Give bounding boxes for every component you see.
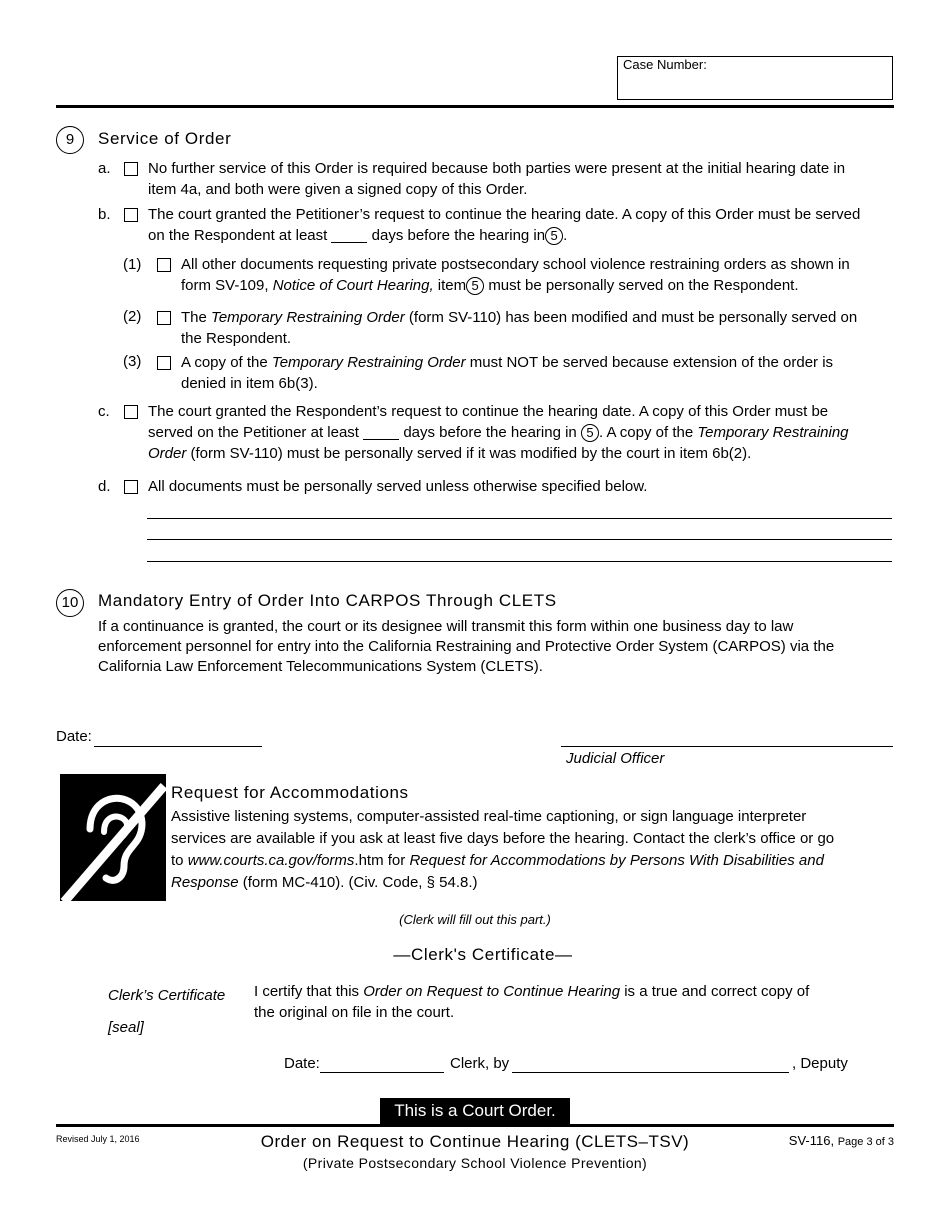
item-b-letter: b. <box>98 206 111 223</box>
item-b3-number: (3) <box>123 353 142 370</box>
footer-form-subtitle: (Private Postsecondary School Violence Prevention) <box>302 1155 648 1171</box>
clerk-by-label: Clerk, by <box>450 1055 510 1072</box>
section-10-text: If a continuance is granted, the court or its designee will transmit this form within one business day to law enforcement personnel for entry into the California Restraining and Protective Order System (CARPOS) via the California Law Enforcement Telecommunications System (CLETS). <box>98 618 835 675</box>
item-d-line-3[interactable] <box>147 561 892 562</box>
item-a <box>98 158 111 179</box>
item-d-checkbox[interactable] <box>124 480 138 494</box>
accommodations-text: Assistive listening systems, computer-assisted real-time captioning, or sign language interpreter services are available if you ask at least five days before the hearing. Contact the clerk’s office or go to www.courts.ca.gov/forms.htm for Request for Accommodations by Persons With Disabilities and Response (form MC-410). (Civ. Code, § 54.8.) <box>171 808 835 891</box>
judicial-officer-signature-line[interactable] <box>561 746 893 747</box>
clerk-side-label: Clerk’s Certificate <box>108 987 226 1004</box>
item-d-line-1[interactable] <box>147 518 892 519</box>
court-order-banner: This is a Court Order. <box>380 1098 570 1124</box>
clerk-note: (Clerk will fill out this part.) <box>399 912 551 927</box>
item-b2-checkbox[interactable] <box>157 311 171 325</box>
item-c-checkbox[interactable] <box>124 405 138 419</box>
judge-date-field[interactable] <box>94 746 262 747</box>
section-9-title: Service of Order <box>98 129 232 148</box>
item-b-ref-circle: 5 <box>545 227 563 245</box>
judge-date-label: Date: <box>56 728 92 745</box>
clerk-certificate-title: —Clerk's Certificate— <box>393 945 573 964</box>
clerk-signature-field[interactable] <box>512 1072 789 1073</box>
clerk-certification-text: I certify that this Order on Request to Continue Hearing is a true and correct copy of the original on file in the court. <box>254 983 810 1021</box>
revised-date: Revised July 1, 2016 <box>56 1134 140 1144</box>
seal-label: [seal] <box>108 1019 144 1036</box>
item-a-text: No further service of this Order is required because both parties were present at the initial hearing date in item 4a, and both were given a signed copy of this Order. <box>148 160 846 198</box>
item-b2-number: (2) <box>123 308 142 325</box>
footer-form-title: Order on Request to Continue Hearing (CLETS–TSV) <box>260 1132 690 1151</box>
deputy-label: , Deputy <box>792 1055 848 1072</box>
section-10-title: Mandatory Entry of Order Into CARPOS Through CLETS <box>98 591 557 610</box>
item-c-letter: c. <box>98 403 110 420</box>
courts-link[interactable]: www.courts.ca.gov/forms <box>187 852 355 869</box>
item-b1-checkbox[interactable] <box>157 258 171 272</box>
item-b-checkbox[interactable] <box>124 208 138 222</box>
item-d-text: All documents must be personally served unless otherwise specified below. <box>148 478 648 495</box>
item-b2-text: The Temporary Restraining Order (form SV-110) has been modified and must be personally served on the Respondent. <box>181 309 858 347</box>
item-b1-ref-circle: 5 <box>466 277 484 295</box>
accessibility-ear-icon <box>60 774 166 901</box>
case-number-box[interactable] <box>617 56 893 100</box>
item-c-days-field[interactable] <box>363 425 399 440</box>
item-b1-number: (1) <box>123 256 142 273</box>
item-c-text: The court granted the Respondent’s request to continue the hearing date. A copy of this Order must be served on the Petitioner at least days before the hearing in 5 . A copy of the Temporary Restraining Order (form SV-110) must be personally served if it was modified by the court in item 6b(2). <box>148 403 849 462</box>
item-d-letter: d. <box>98 478 111 495</box>
item-b1-text: All other documents requesting private postsecondary school violence restraining orders as shown in form SV-109, Notice of Court Hearing, item 5 must be personally served on the Respondent. <box>181 256 850 294</box>
item-a-letter: a. <box>98 160 111 177</box>
item-b3-text: A copy of the Temporary Restraining Order must NOT be served because extension of the order is denied in item 6b(3). <box>181 354 834 392</box>
section-10-number: 10 <box>56 589 84 617</box>
accommodations-title: Request for Accommodations <box>171 783 409 802</box>
item-a-checkbox[interactable] <box>124 162 138 176</box>
item-c-ref-circle: 5 <box>581 424 599 442</box>
case-number-label: Case Number: <box>623 57 707 72</box>
clerk-date-label: Date: <box>284 1055 320 1072</box>
item-d-line-2[interactable] <box>147 539 892 540</box>
item-b-days-field[interactable] <box>331 228 367 243</box>
footer-rule <box>56 1124 894 1127</box>
footer-form-number: SV-116, Page 3 of 3 <box>788 1133 894 1148</box>
clerk-date-field[interactable] <box>320 1072 444 1073</box>
item-b3-checkbox[interactable] <box>157 356 171 370</box>
judicial-officer-label: Judicial Officer <box>566 750 665 767</box>
item-b-text: The court granted the Petitioner’s request to continue the hearing date. A copy of this Order must be served on the Respondent at least days before the hearing in 5 . <box>148 206 861 244</box>
section-9-number: 9 <box>56 126 84 154</box>
header-rule <box>56 105 894 108</box>
